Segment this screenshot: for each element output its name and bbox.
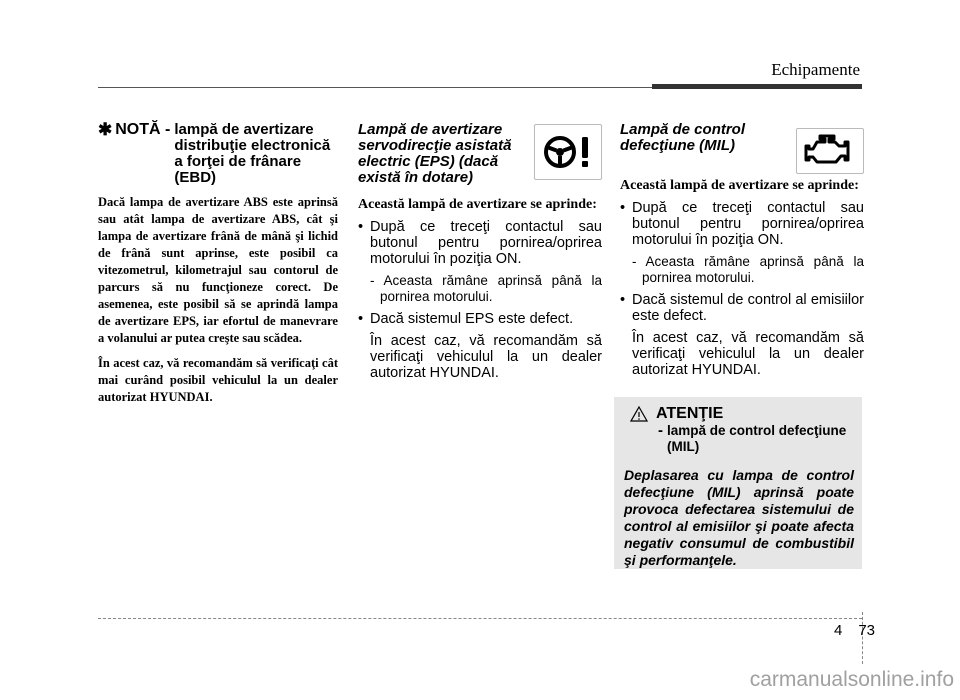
note-star-icon: ✱	[98, 120, 113, 139]
warning-subtitle: lampă de control defecţiune (MIL)	[667, 423, 847, 454]
list-item	[358, 311, 602, 381]
warning-dash: -	[658, 422, 663, 439]
note-title: lampă de avertizare distribuţie electronică a forţei de frânare (EBD)	[174, 121, 331, 186]
eps-column	[358, 122, 602, 387]
mil-condition-2: Dacă sistemul de control al emisiilor este defect.	[632, 292, 864, 324]
list-item	[620, 200, 864, 286]
warning-box	[614, 397, 862, 569]
eps-steering-warning-icon	[534, 124, 602, 180]
mil-condition-1: După ce treceţi contactul sau butonul pentru pornirea/oprirea motorului în poziţia ON.	[632, 200, 864, 248]
footer-rule	[98, 618, 862, 619]
mil-title: Lampă de control defecţiune (MIL)	[620, 121, 746, 154]
note-column	[98, 122, 338, 406]
note-paragraph-1: Dacă lampa de avertizare ABS este aprinsă sau atât lampa de avertizare ABS, cât şi lampa de avertizare frână de mână şi lichid de frână sunt aprinse, este posibil ca vitezometrul, kilometrajul sau contorul de parcurs să nu funcţioneze corect. De asemenea, este posibil să se aprindă lampa de avertizare EPS, iar efortul de manevrare a volanului ar putea creşte sau scădea.	[98, 195, 338, 345]
eps-condition-1: După ce treceţi contactul sau butonul pentru pornirea/oprirea motorului în poziţia ON.	[370, 219, 602, 267]
header-rule-accent	[652, 84, 862, 89]
section-title: Echipamente	[771, 60, 860, 79]
warning-label: ATENŢIE	[656, 405, 724, 422]
eps-title: Lampă de avertizare servodirecţie asistată electric (EPS) (dacă există în dotare)	[358, 121, 512, 186]
note-label: NOTĂ -	[115, 121, 171, 138]
mil-condition-1-note: - Aceasta rămâne aprinsă până la pornirea motorului.	[632, 254, 864, 285]
mil-intro: Această lampă de avertizare se aprinde:	[620, 178, 859, 193]
eps-conditions-list	[358, 219, 602, 381]
mil-conditions-list	[620, 200, 864, 378]
note-paragraph-2: În acest caz, vă recomandăm să verificaţi cât mai curând posibil vehiculul la un dealer autorizat HYUNDAI.	[98, 356, 338, 404]
watermark: carmanualsonline.info	[749, 668, 954, 691]
mil-column	[620, 122, 864, 384]
warning-body: Deplasarea cu lampa de control defecţiune (MIL) aprinsă poate provoca defectarea sistemului de control al emisiilor şi poate afecta negativ consumul de combustibil şi performanţele.	[624, 467, 854, 568]
header-rule	[98, 87, 652, 88]
eps-condition-1-note: - Aceasta rămâne aprinsă până la pornirea motorului.	[370, 273, 602, 304]
page-number-value: 73	[858, 622, 876, 639]
list-item	[358, 219, 602, 305]
mil-recommendation: În acest caz, vă recomandăm să verificaţi vehiculul la un dealer autorizat HYUNDAI.	[632, 330, 864, 378]
check-engine-icon	[796, 128, 864, 174]
warning-triangle-icon	[630, 406, 648, 422]
warning-subtitle-row	[658, 423, 854, 455]
chapter-number: 4	[834, 622, 843, 639]
note-heading	[98, 122, 338, 186]
page-number	[834, 622, 875, 639]
eps-recommendation: În acest caz, vă recomandăm să verificaţi vehiculul la un dealer autorizat HYUNDAI.	[370, 333, 602, 381]
eps-intro: Această lampă de avertizare se aprinde:	[358, 197, 597, 212]
list-item	[620, 292, 864, 378]
eps-condition-2: Dacă sistemul EPS este defect.	[370, 311, 574, 327]
